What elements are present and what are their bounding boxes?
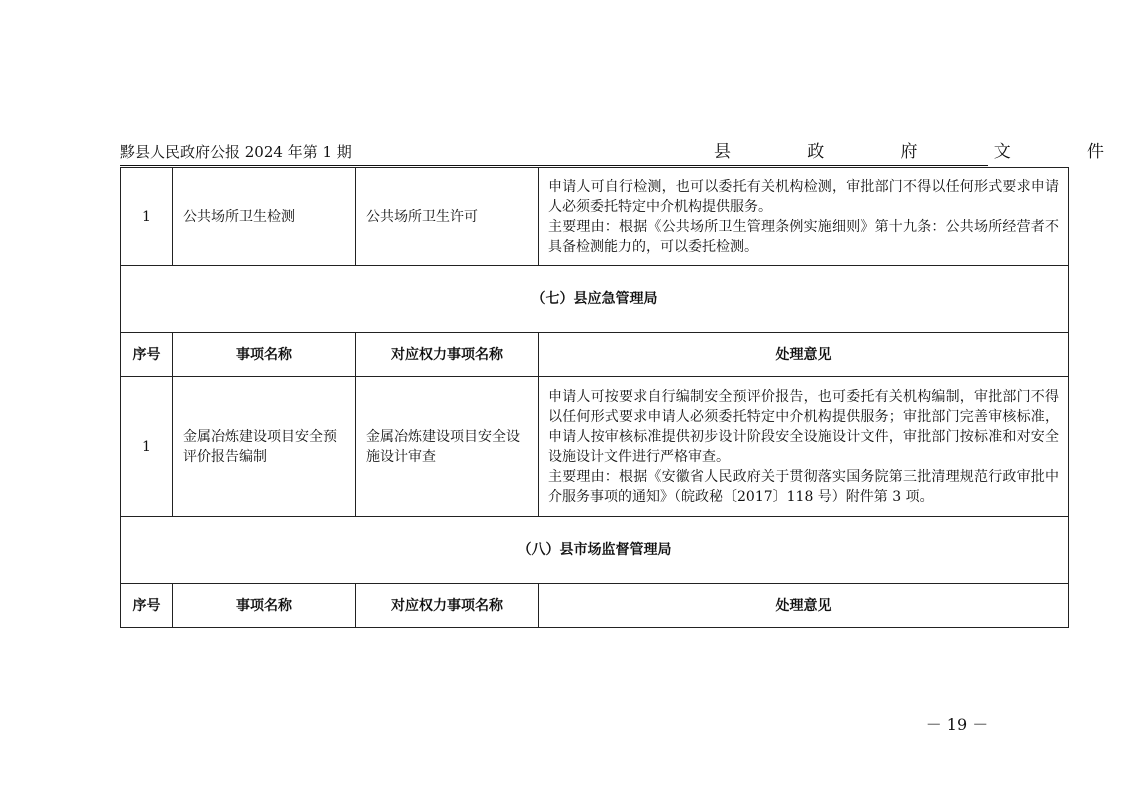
- col-header-item: 事项名称: [173, 584, 356, 628]
- section-heading: （七）县应急管理局: [121, 266, 1069, 333]
- section-char: 件: [1087, 142, 1104, 162]
- item-name: 金属冶炼建设项目安全预评价报告编制: [173, 377, 356, 517]
- section-title: [714, 141, 1104, 163]
- section-row: [121, 266, 1069, 333]
- opinion-reason: 主要理由：根据《公共场所卫生管理条例实施细则》第十九条：公共场所经营者不具备检测能力的，可以委托检测。: [548, 218, 1059, 255]
- power-item-name: 公共场所卫生许可: [356, 168, 539, 266]
- table-row: [121, 168, 1069, 266]
- row-number: 1: [121, 377, 173, 517]
- power-item-name: 金属冶炼建设项目安全设施设计审查: [356, 377, 539, 517]
- opinion-reason: 主要理由：根据《安徽省人民政府关于贯彻落实国务院第三批清理规范行政审批中介服务事项的通知》（皖政秘〔2017〕118 号）附件第 3 项。: [548, 468, 1059, 505]
- col-header-number: 序号: [121, 333, 173, 377]
- col-header-opinion: 处理意见: [539, 333, 1069, 377]
- header-rule: [120, 165, 988, 166]
- section-heading: （八）县市场监督管理局: [121, 517, 1069, 584]
- section-char: 县: [714, 142, 731, 162]
- col-header-opinion: 处理意见: [539, 584, 1069, 628]
- section-char: 文: [993, 142, 1011, 162]
- section-row: [121, 517, 1069, 584]
- publication-title: 黟县人民政府公报 2024 年第 1 期: [120, 143, 352, 161]
- item-name: 公共场所卫生检测: [173, 168, 356, 266]
- items-table: [120, 167, 1069, 628]
- column-header-row: [121, 584, 1069, 628]
- table-row: [121, 377, 1069, 517]
- section-char: 府: [900, 142, 918, 162]
- page-number: － 19 －: [925, 715, 989, 734]
- opinion-text: 申请人可自行检测，也可以委托有关机构检测，审批部门不得以任何形式要求申请人必须委托特定中介机构提供服务。: [548, 178, 1059, 215]
- col-header-number: 序号: [121, 584, 173, 628]
- row-number: 1: [121, 168, 173, 266]
- col-header-item: 事项名称: [173, 333, 356, 377]
- page-header: [120, 141, 1104, 163]
- section-char: 政: [807, 142, 825, 162]
- col-header-power-item: 对应权力事项名称: [356, 333, 539, 377]
- opinion-text: 申请人可按要求自行编制安全预评价报告，也可委托有关机构编制，审批部门不得以任何形式要求申请人必须委托特定中介机构提供服务；审批部门完善审核标准，申请人按审核标准提供初步设计阶段安全设施设计文件，审批部门按标准和对安全设施设计文件进行严格审查。: [548, 388, 1059, 465]
- column-header-row: [121, 333, 1069, 377]
- handling-opinion: [539, 377, 1069, 517]
- handling-opinion: [539, 168, 1069, 266]
- col-header-power-item: 对应权力事项名称: [356, 584, 539, 628]
